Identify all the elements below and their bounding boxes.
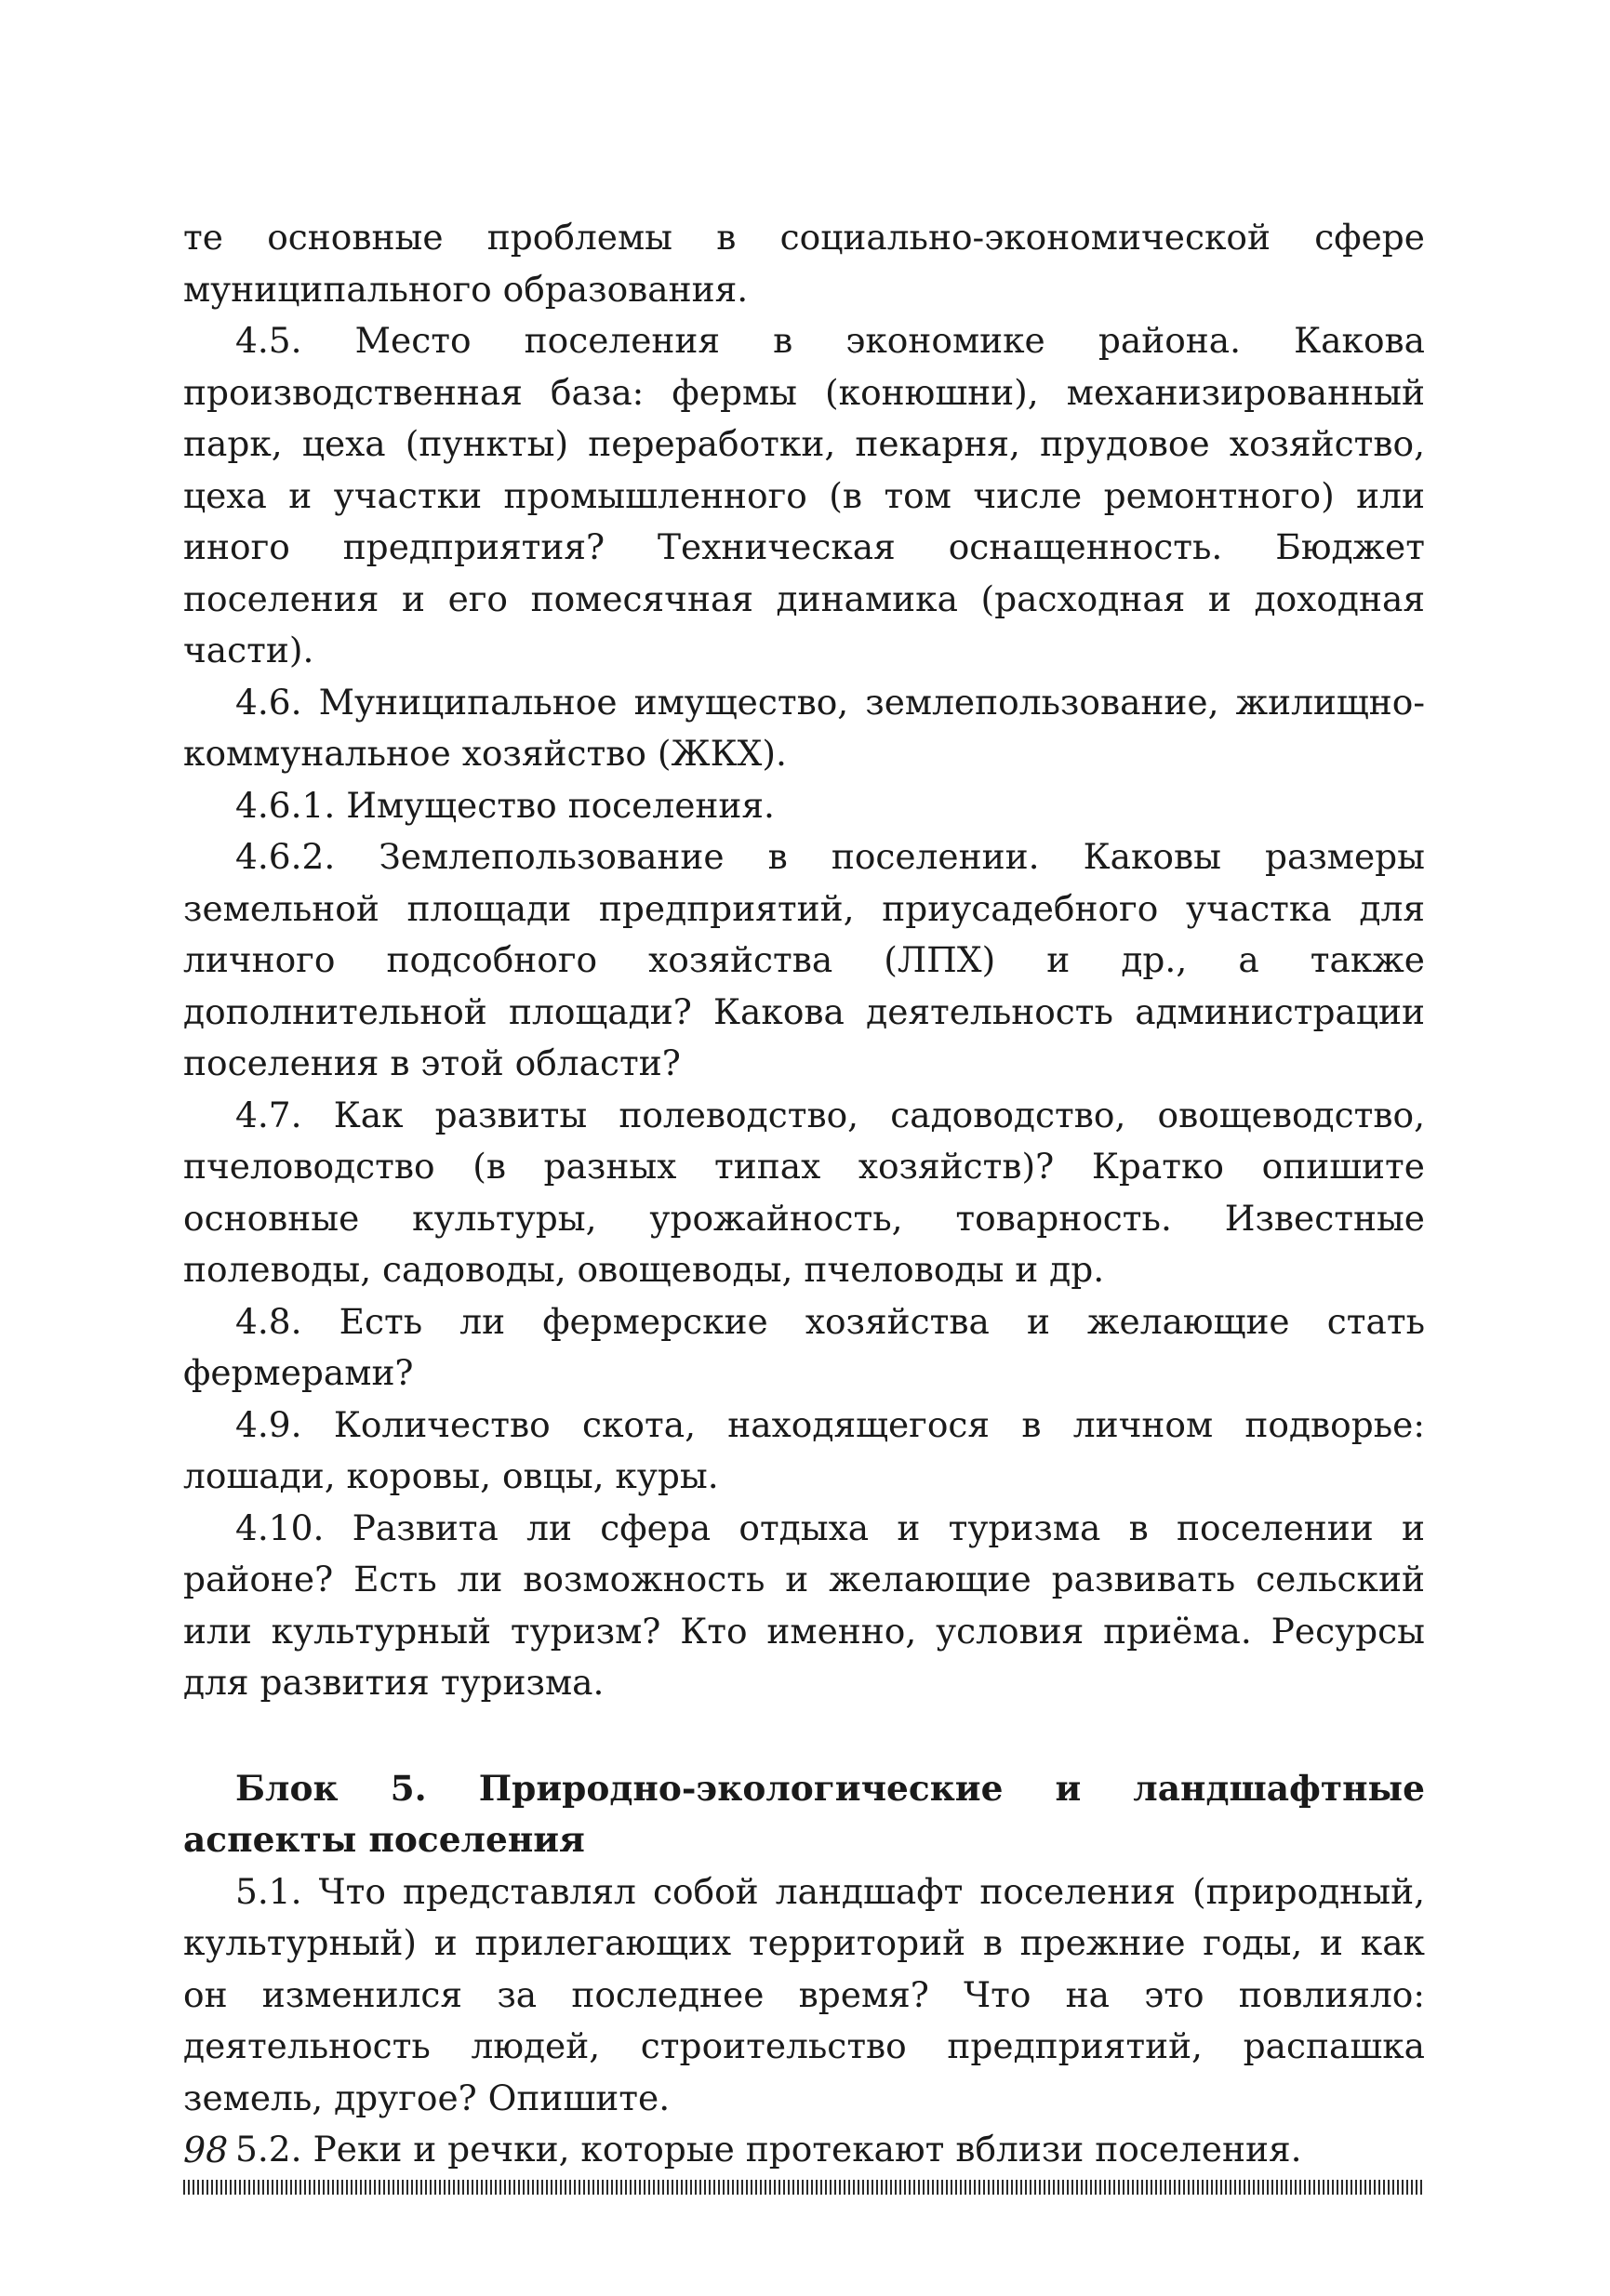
paragraph-4-5: 4.5. Место поселения в экономике района. Какова производственная база: фермы (конюшни), механизированный парк, цеха (пункты) переработки, пекарня, прудовое хозяйство, цеха и участки промышленного (в том числе ремонтного) или иного предприятия? Техническая оснащенность. Бюджет поселения и его помесячная динамика (расходная и доходная части). (183, 320, 1425, 670)
paragraph-4-9: 4.9. Количество скота, находящегося в личном подворье: лошади, коровы, овцы, куры. (183, 1403, 1425, 1496)
page-number: 98 (183, 2130, 229, 2170)
paragraph-4-8: 4.8. Есть ли фермерские хозяйства и желающие стать фермерами? (183, 1300, 1425, 1393)
block-5-heading: Блок 5. Природно-экологические и ландшафтные аспекты поселения (183, 1767, 1425, 1860)
page-footer (183, 2130, 1425, 2195)
paragraph-5-1: 5.1. Что представлял собой ландшафт поселения (природный, культурный) и прилегающих территорий в прежние годы, и как он изменился за последнее время? Что на это повлияло: деятельность людей, строительство предприятий, распашка земель, другое? Опишите. (183, 1870, 1425, 2118)
paragraph-continuation: те основные проблемы в социально-экономической сфере муниципального образования. (183, 217, 1425, 310)
page-body (183, 212, 1425, 2176)
paragraph-4-6: 4.6. Муниципальное имущество, землепользование, жилищно-коммунальное хозяйство (ЖКХ). (183, 681, 1425, 774)
paragraph-4-7: 4.7. Как развиты полеводство, садоводство, овощеводство, пчеловодство (в разных типах хозяйств)? Кратко опишите основные культуры, урожайность, товарность. Известные полеводы, садоводы, овощеводы, пчеловоды и др. (183, 1094, 1425, 1290)
paragraph-4-6-1: 4.6.1. Имущество поселения. (235, 784, 775, 826)
paragraph-4-10: 4.10. Развита ли сфера отдыха и туризма в поселении и районе? Есть ли возможность и желающие развивать сельский или культурный туризм? Кто именно, условия приёма. Ресурсы для развития туризма. (183, 1506, 1425, 1703)
paragraph-4-6-2: 4.6.2. Землепользование в поселении. Каковы размеры земельной площади предприятий, приусадебного участка для личного подсобного хозяйства (ЛПХ) и др., а также дополнительной площади? Какова деятельность администрации поселения в этой области? (183, 836, 1425, 1083)
paragraph-5-2: 5.2. Реки и речки, которые протекают вблизи поселения. (235, 2129, 1302, 2170)
footer-rule (183, 2180, 1425, 2195)
